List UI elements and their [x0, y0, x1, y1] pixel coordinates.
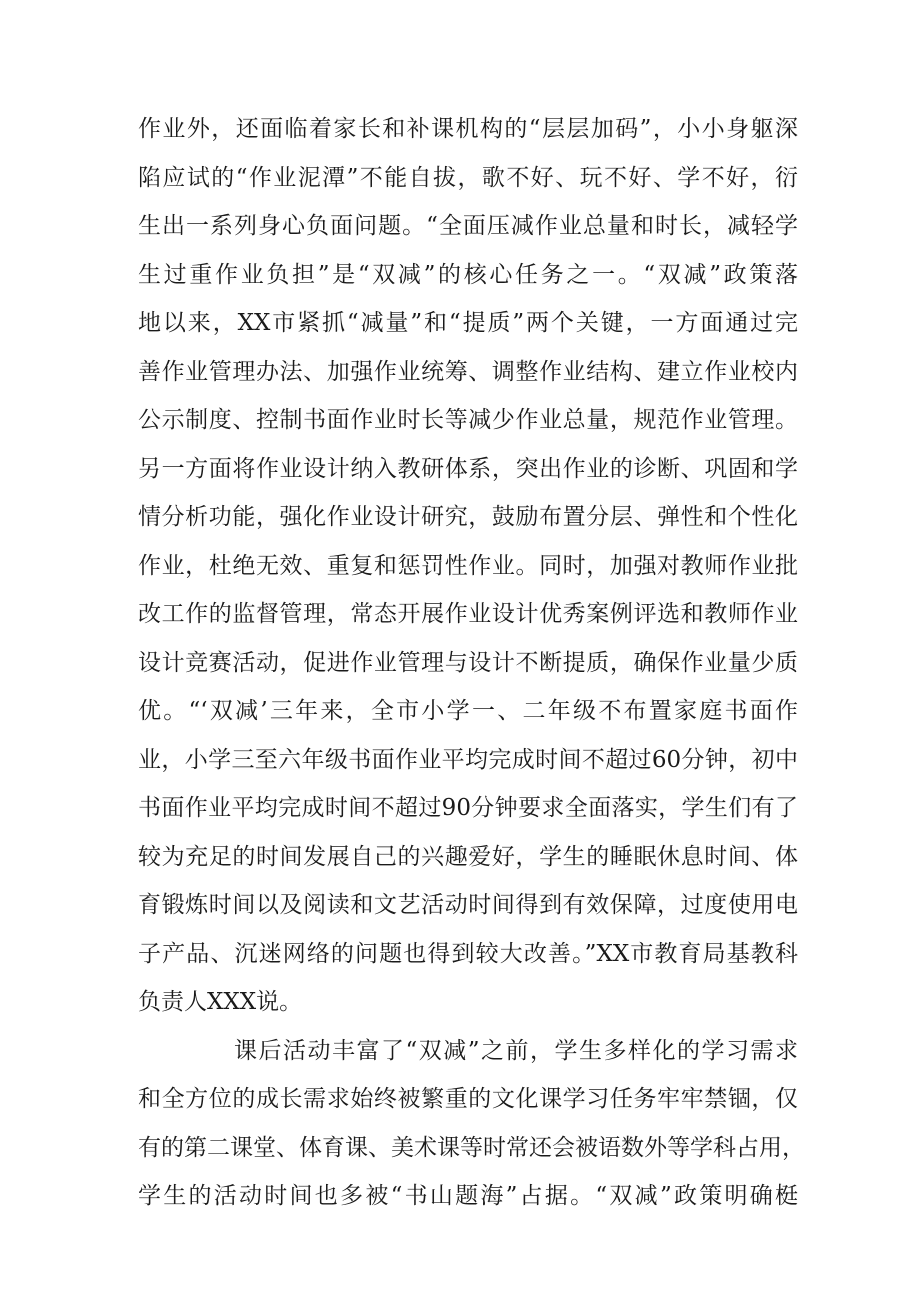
- text-line: 地以来，XX市紧抓“减量”和“提质”两个关键，一方面通过完: [138, 310, 798, 336]
- text-line: 另一方面将作业设计纳入教研体系，突出作业的诊断、巩固和学: [138, 456, 798, 482]
- text-line: 子产品、沉迷网络的问题也得到较大改善。”XX市教育局基教科: [138, 941, 798, 967]
- text-line: 业，小学三至六年级书面作业平均完成时间不超过60分钟，初中: [138, 747, 798, 773]
- text-line: 较为充足的时间发展自己的兴趣爱好，学生的睡眠休息时间、体: [138, 844, 798, 870]
- text-line: 负责人XXX说。: [138, 989, 303, 1015]
- text-line: 情分析功能，强化作业设计研究，鼓励布置分层、弹性和个性化: [138, 504, 798, 530]
- text-line: 课后活动丰富了“双减”之前，学生多样化的学习需求: [234, 1038, 798, 1064]
- text-line: 学生的活动时间也多被“书山题海”占据。“双减”政策明确梃: [138, 1183, 798, 1209]
- text-line: 生出一系列身心负面问题。“全面压减作业总量和时长，减轻学: [138, 213, 798, 239]
- text-line: 设计竞赛活动，促进作业管理与设计不断提质，确保作业量少质: [138, 650, 798, 676]
- text-line: 有的第二课堂、体育课、美术课等时常还会被语数外等学科占用，: [138, 1135, 805, 1161]
- text-line: 和全方位的成长需求始终被繁重的文化课学习任务牢牢禁锢，仅: [138, 1086, 798, 1112]
- text-line: 优。“‘双减’三年来，全市小学一、二年级不布置家庭书面作: [138, 698, 798, 724]
- text-line: 作业，杜绝无效、重复和惩罚性作业。同时，加强对教师作业批: [138, 553, 798, 579]
- text-line: 作业外，还面临着家长和补课机构的“层层加码”，小小身躯深: [138, 116, 798, 142]
- text-line: 生过重作业负担”是“双减”的核心任务之一。“双减”政策落: [138, 262, 798, 288]
- text-line: 书面作业平均完成时间不超过90分钟要求全面落实，学生们有了: [138, 795, 798, 821]
- text-line: 善作业管理办法、加强作业统筹、调整作业结构、建立作业校内: [138, 359, 798, 385]
- text-line: 改工作的监督管理，常态开展作业设计优秀案例评选和教师作业: [138, 601, 798, 627]
- text-line: 育锻炼时间以及阅读和文艺活动时间得到有效保障，过度使用电: [138, 892, 798, 918]
- text-line: 陷应试的“作业泥潭”不能自拔，歌不好、玩不好、学不好，衍: [138, 165, 798, 191]
- text-line: 公示制度、控制书面作业时长等减少作业总量，规范作业管理。: [138, 407, 798, 433]
